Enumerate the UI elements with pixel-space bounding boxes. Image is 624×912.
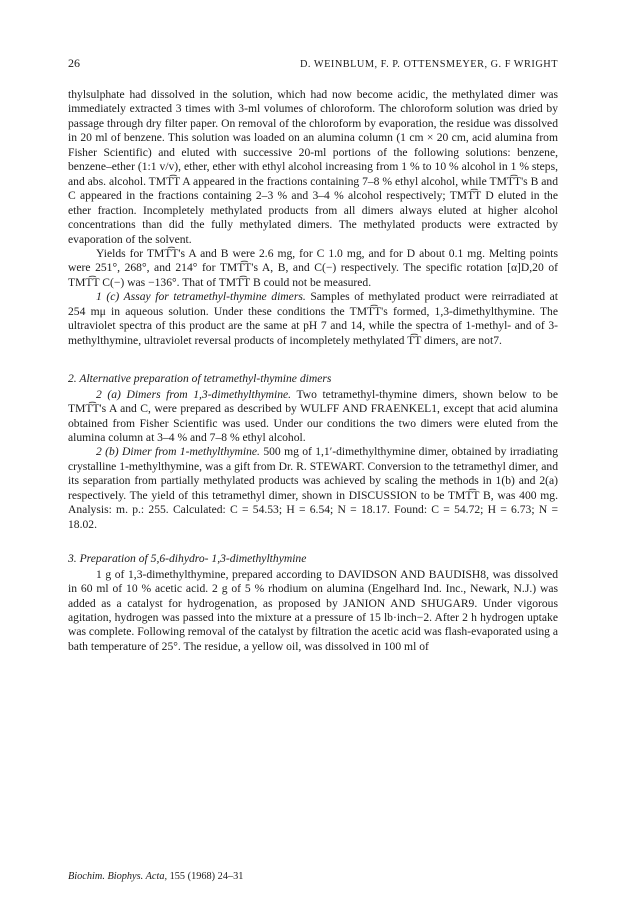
running-header [68, 56, 558, 71]
paragraph-dimers-from-dimethylthymine [68, 388, 558, 446]
page-body [68, 56, 558, 654]
paragraph-methylation-procedure: thylsulphate had dissolved in the solution, which had now become acidic, the methylated dimer was immediately extracted 3 times with 3-ml volumes of chloroform. The chloroform solution was dried by passage through dry filter paper. On removal of the chloroform by evaporation, the residue was dissolved in 20 ml of benzene. This solution was loaded on an alumina column (1 cm × 20 cm, acid alumina from Fisher Scientific) and eluted with successive 20-ml portions of the following solutions: benzene, benzene–ether (1:1 v/v), ether, ether with ethyl alcohol increasing from 1 % to 10 % alcohol in 1 % steps, and abs. alcohol. TMT͡T A appeared in the fractions containing 7–8 % ethyl alcohol, while TMT͡T's B and C appeared in the fractions containing 2–3 % and 3–4 % alcohol respectively; TMT͡T D eluted in the ether fraction. Incompletely methylated products from all dimers always eluted at higher alcohol concentrations than did the fully methylated dimers. The methylated products were extracted by evaporation of the solvent. [68, 88, 558, 246]
subsection-2a-heading: 2 (a) Dimers from 1,3-dimethylthymine. [96, 387, 292, 401]
paragraph-yields: Yields for TMT͡T's A and B were 2.6 mg, for C 1.0 mg, and for D about 0.1 mg. Melting points were 251°, 268°, and 214° for TMT͡T's A, B, and C(−) respectively. The specific rotation [α]D,20 of TMT͡T C(−) was −136°. That of TMT͡T B could not be measured. [68, 246, 558, 289]
page-number: 26 [68, 56, 80, 70]
section-2-title: 2. Alternative preparation of tetramethyl-thymine dimers [68, 372, 332, 386]
paragraph-assay [68, 290, 558, 348]
assay-heading: 1 (c) Assay for tetramethyl-thymine dimers. [96, 290, 306, 304]
journal-citation: 155 (1968) 24–31 [169, 871, 244, 882]
running-head-authors: D. WEINBLUM, F. P. OTTENSMEYER, G. F WRIGHT [300, 59, 558, 70]
subsection-2b-heading: 2 (b) Dimer from 1-methylthymine. [96, 445, 260, 459]
subsection-2a-text: Two tetramethyl-thymine dimers, shown below to be TMT͡T's A and C, were prepared as described by WULFF AND FRAENKEL1, except that acid alumina obtained from Fisher Scientific was used. Under our conditions the two dimers were eluted from the alumina column at 3–4 % and 7–8 % ethyl alcohol. [68, 387, 558, 444]
subsection-2b-text: 500 mg of 1,1′-dimethylthymine dimer, obtained by irradiating crystalline 1-methylthymine, was a gift from Dr. R. STEWART. Conversion to the tetramethyl dimer, and its separation from partially methylated products was achieved by scaling the methods in 1(b) and 2(a) respectively. The yield of this tetramethyl dimer, shown in DISCUSSION to be TMT͡T B, was 400 mg. Analysis: m. p.: 255. Calculated: C = 54.53; H = 6.54; N = 18.17. Found: C = 54.72; H = 6.73; N = 18.02. [68, 445, 558, 531]
journal-name: Biochim. Biophys. Acta, [68, 871, 168, 882]
journal-footer [68, 871, 243, 882]
paragraph-dihydro-preparation: 1 g of 1,3-dimethylthymine, prepared according to DAVIDSON AND BAUDISH8, was dissolved in 60 ml of 10 % acetic acid. 2 g of 5 % rhodium on alumina (Engelhard Ind. Inc., Newark, N.J.) was added as a catalyst for hydrogenation, as proposed by JANION AND SHUGAR9. Under vigorous agitation, hydrogen was passed into the mixture at a pressure of 15 lb·inch−2. After 2 h hydrogen uptake was complete. Following removal of the catalyst by filtration the acetic acid was flash-evaporated using a bath temperature of 25°. The residue, a yellow oil, was dissolved in 100 ml of [68, 567, 558, 653]
assay-text: Samples of methylated product were reirradiated at 254 mμ in aqueous solution. Under these conditions the TMT͡T's formed, 1,3-dimethylthymine. The ultraviolet spectra of this product are the same at pH 7 and 14, while the spectra of 1-methyl- and of 3-methylthymine, ultraviolet reversal products of incompletely methylated T͡T dimers, are not7. [68, 290, 558, 347]
section-3-title: 3. Preparation of 5,6-dihydro- 1,3-dimethylthymine [68, 552, 307, 566]
paragraph-dimer-from-methylthymine [68, 445, 558, 532]
